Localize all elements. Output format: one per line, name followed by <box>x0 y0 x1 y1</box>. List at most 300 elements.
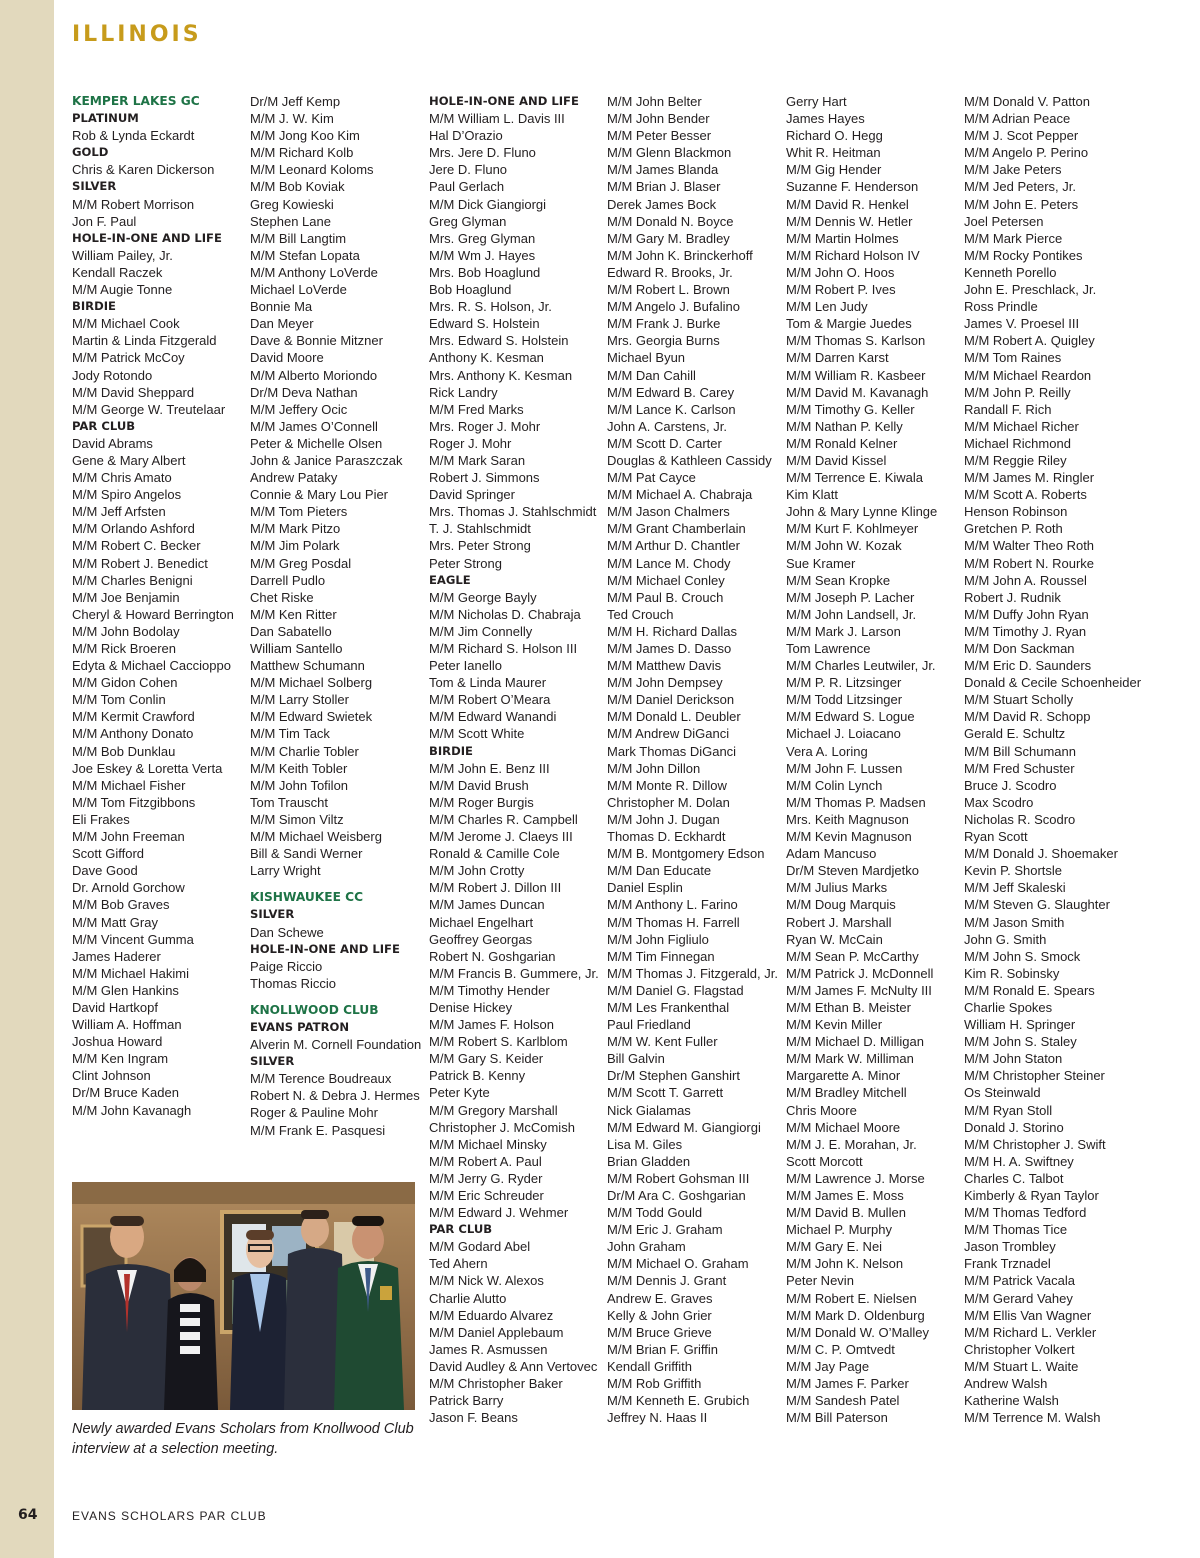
donor-name: M/M Thomas Tedford <box>964 1205 1087 1221</box>
donor-name: M/M David R. Schopp <box>964 709 1091 725</box>
donor-name: M/M Anthony L. Farino <box>607 897 738 913</box>
donor-name: M/M Jason Smith <box>964 914 1065 930</box>
donor-name: Bill Galvin <box>607 1051 665 1067</box>
donor-name: Paige Riccio <box>250 958 323 974</box>
donor-name: M/M David M. Kavanagh <box>786 384 929 400</box>
donor-name: M/M Charles Benigni <box>72 572 193 588</box>
giving-level-heading: BIRDIE <box>72 299 116 314</box>
donor-name: William Pailey, Jr. <box>72 247 173 263</box>
donor-name: M/M James M. Ringler <box>964 470 1095 486</box>
donor-name: M/M Robert N. Rourke <box>964 555 1095 571</box>
donor-name: John A. Carstens, Jr. <box>607 418 727 434</box>
donor-name: M/M James F. Holson <box>429 1017 554 1033</box>
donor-name: M/M James D. Dasso <box>607 641 732 656</box>
donor-name: Mrs. Edward S. Holstein <box>429 333 569 349</box>
donor-name: M/M John W. Kozak <box>786 538 902 554</box>
donor-name: M/M Scott White <box>429 726 525 742</box>
donor-name: M/M Jeff Arfsten <box>72 504 166 520</box>
club-heading: KISHWAUKEE CC <box>250 890 364 905</box>
donor-name: Tom Lawrence <box>786 641 871 656</box>
donor-name: Mrs. Peter Strong <box>429 538 531 554</box>
giving-level-heading: HOLE-IN-ONE AND LIFE <box>72 230 222 245</box>
donor-name: M/M Anthony Donato <box>72 726 194 742</box>
donor-name: Ted Crouch <box>607 606 674 622</box>
donor-name: Geoffrey Georgas <box>429 931 533 947</box>
donor-name: Eli Frakes <box>72 811 130 827</box>
donor-name: Andrew E. Graves <box>607 1290 713 1306</box>
donor-name: Adam Mancuso <box>786 846 877 862</box>
donor-name: M/M Bob Koviak <box>250 179 345 195</box>
donor-name: M/M Robert A. Quigley <box>964 333 1095 349</box>
donor-name: M/M James F. Parker <box>786 1376 909 1392</box>
donor-name: M/M Ronald Kelner <box>786 435 898 451</box>
donor-name: M/M Jerome J. Claeys III <box>429 829 573 845</box>
donor-name: Peter Nevin <box>786 1273 854 1289</box>
donor-name: Kimberly & Ryan Taylor <box>964 1188 1099 1203</box>
giving-level-heading: BIRDIE <box>429 743 473 758</box>
giving-level-heading: PLATINUM <box>72 111 139 126</box>
donor-name: Ted Ahern <box>429 1256 488 1272</box>
donor-name: M/M Charles R. Campbell <box>429 811 578 827</box>
donor-name: M/M John Bender <box>607 111 710 127</box>
donor-name: M/M Mark J. Larson <box>786 623 901 639</box>
donor-name: David Abrams <box>72 435 153 451</box>
donor-name: M/M Frank J. Burke <box>607 316 721 332</box>
donor-name: John Graham <box>607 1239 686 1255</box>
donor-name: Lisa M. Giles <box>607 1136 683 1152</box>
donor-name: M/M Robert O’Meara <box>429 692 551 708</box>
donor-name: M/M Eduardo Alvarez <box>429 1307 554 1323</box>
donor-name: Michael Richmond <box>964 435 1071 451</box>
donor-name: M/M Michael Minsky <box>429 1136 547 1152</box>
donor-name: M/M Daniel Derickson <box>607 692 735 708</box>
donor-name: Michael Engelhart <box>429 914 534 930</box>
donor-name: M/M John Tofilon <box>250 777 349 793</box>
donor-name: M/M Thomas J. Fitzgerald, Jr. <box>607 965 778 981</box>
donor-name: M/M Stefan Lopata <box>250 247 360 263</box>
donor-name: Alverin M. Cornell Foundation <box>250 1037 422 1053</box>
donor-name: Chris & Karen Dickerson <box>72 162 215 178</box>
donor-name: M/M David Sheppard <box>72 384 195 400</box>
donor-name: M/M John O. Hoos <box>786 264 895 280</box>
donor-name: Matthew Schumann <box>250 658 365 674</box>
donor-name: Jon F. Paul <box>72 213 137 229</box>
donor-name: M/M Gary M. Bradley <box>607 230 730 246</box>
donor-name: M/M Patrick Vacala <box>964 1273 1076 1289</box>
donor-name: Randall F. Rich <box>964 401 1052 417</box>
donor-name: Tom Trauscht <box>250 794 329 810</box>
donor-name: M/M James Blanda <box>607 162 719 178</box>
donor-name: M/M Daniel Applebaum <box>429 1324 564 1340</box>
donor-name: M/M Ronald E. Spears <box>964 982 1095 998</box>
donor-name: Ryan W. McCain <box>786 931 883 947</box>
donor-name: Patrick B. Kenny <box>429 1068 526 1084</box>
donor-name: Ross Prindle <box>964 299 1038 315</box>
donor-name: M/M Glen Hankins <box>72 982 179 998</box>
donor-name: M/M Dennis J. Grant <box>607 1273 727 1289</box>
donor-name: Douglas & Kathleen Cassidy <box>607 452 772 468</box>
donor-name: Paul Friedland <box>607 1017 691 1033</box>
donor-name: M/M Greg Posdal <box>250 555 352 571</box>
donor-name: William H. Springer <box>964 1017 1076 1033</box>
donor-name: M/M Bill Schumann <box>964 743 1076 759</box>
donor-name: M/M John E. Benz III <box>429 760 550 776</box>
donor-name: M/M Julius Marks <box>786 880 888 896</box>
donor-name: M/M P. R. Litzsinger <box>786 675 902 691</box>
donor-name: M/M Nathan P. Kelly <box>786 418 903 434</box>
donor-name: M/M Thomas P. Madsen <box>786 794 926 810</box>
donor-name: Gerald E. Schultz <box>964 726 1066 742</box>
donor-name: M/M Tom Conlin <box>72 692 166 708</box>
donor-name: Denise Hickey <box>429 999 513 1015</box>
donor-name: M/M Michael A. Chabraja <box>607 487 753 503</box>
donor-name: Charles C. Talbot <box>964 1170 1064 1186</box>
donor-name: M/M Michael D. Milligan <box>786 1034 924 1050</box>
donor-name: Edward S. Holstein <box>429 316 540 332</box>
donor-name: Chris Moore <box>786 1102 857 1118</box>
donor-name: M/M John A. Roussel <box>964 572 1087 588</box>
giving-level-heading: PAR CLUB <box>429 1222 493 1237</box>
donor-name: M/M Jim Connelly <box>429 623 533 639</box>
donor-name: M/M Lance K. Carlson <box>607 401 736 417</box>
donor-name: M/M Peter Besser <box>607 128 712 144</box>
donor-name: M/M Joseph P. Lacher <box>786 589 915 605</box>
donor-name: M/M Paul B. Crouch <box>607 589 724 605</box>
donor-name: William Santello <box>250 641 343 656</box>
donor-name: M/M Mark Pitzo <box>250 521 341 537</box>
donor-name: Robert J. Rudnik <box>964 589 1061 605</box>
donor-name: M/M George W. Treutelaar <box>72 401 226 417</box>
donor-name: M/M John F. Lussen <box>786 760 903 776</box>
donor-name: M/M Lance M. Chody <box>607 555 731 571</box>
donor-name: Dave Good <box>72 863 138 879</box>
donor-name: M/M Michael Cook <box>72 316 180 332</box>
donor-name: Mrs. Greg Glyman <box>429 230 536 246</box>
donor-name: M/M J. E. Morahan, Jr. <box>786 1136 917 1152</box>
donor-name: M/M Kenneth E. Grubich <box>607 1393 750 1409</box>
donor-name: Mrs. Roger J. Mohr <box>429 418 541 434</box>
donor-name: M/M Stuart L. Waite <box>964 1358 1079 1374</box>
donor-name: M/M Kurt F. Kohlmeyer <box>786 521 919 537</box>
donor-name: Nick Gialamas <box>607 1102 691 1118</box>
donor-name: Nicholas R. Scodro <box>964 811 1076 827</box>
donor-name: Darrell Pudlo <box>250 572 326 588</box>
donor-name: Bob Hoaglund <box>429 282 512 298</box>
donor-name: M/M J. W. Kim <box>250 111 334 127</box>
donor-name: M/M Richard L. Verkler <box>964 1324 1097 1340</box>
donor-name: M/M Scott D. Carter <box>607 435 722 451</box>
donor-name: M/M John Figliulo <box>607 931 709 947</box>
donor-name: M/M John P. Reilly <box>964 384 1071 400</box>
donor-name: Dr/M Deva Nathan <box>250 384 358 400</box>
donor-name: M/M Brian F. Griffin <box>607 1341 719 1357</box>
donor-name: M/M Angelo J. Bufalino <box>607 299 740 315</box>
donor-name: Dave & Bonnie Mitzner <box>250 333 383 349</box>
donor-name: M/M Reggie Riley <box>964 452 1067 468</box>
donor-name: M/M John Belter <box>607 94 702 109</box>
donor-name: M/M John Staton <box>964 1051 1063 1067</box>
donor-name: Thomas Riccio <box>250 975 336 991</box>
donor-name: M/M John S. Staley <box>964 1034 1077 1050</box>
donor-name: M/M Gerard Vahey <box>964 1290 1073 1306</box>
donor-name: Kevin P. Shortsle <box>964 863 1063 879</box>
donor-name: M/M Dan Cahill <box>607 367 696 383</box>
scholars-group-photo <box>72 1182 415 1410</box>
donor-name: M/M Mark W. Milliman <box>786 1051 914 1067</box>
donor-name: M/M Tom Fitzgibbons <box>72 794 196 810</box>
donor-name: Andrew Walsh <box>964 1376 1048 1392</box>
donor-name: Anthony K. Kesman <box>429 350 544 366</box>
donor-name: Sue Kramer <box>786 555 856 571</box>
donor-name: M/M Timothy J. Ryan <box>964 623 1087 639</box>
donor-name: M/M Ellis Van Wagner <box>964 1307 1092 1323</box>
donor-name: Os Steinwald <box>964 1085 1041 1101</box>
donor-name: M/M Timothy Hender <box>429 982 550 998</box>
donor-name: M/M Dick Giangiorgi <box>429 196 547 212</box>
donor-name: Michael J. Loiacano <box>786 726 901 742</box>
donor-name: M/M Dennis W. Hetler <box>786 213 913 229</box>
donor-name: Thomas D. Eckhardt <box>607 829 726 845</box>
donor-name: M/M Charlie Tobler <box>250 743 359 759</box>
donor-name: John & Janice Paraszczak <box>250 452 403 468</box>
donor-name: M/M Christopher Steiner <box>964 1068 1105 1084</box>
donor-name: M/M Brian J. Blaser <box>607 179 721 195</box>
donor-name: M/M John Kavanagh <box>72 1102 192 1118</box>
donor-name: Dan Meyer <box>250 316 314 332</box>
donor-name: Bill & Sandi Werner <box>250 846 363 862</box>
donor-name: Stephen Lane <box>250 213 331 229</box>
donor-name: M/M Nicholas D. Chabraja <box>429 606 581 622</box>
donor-name: Kenneth Porello <box>964 264 1057 280</box>
donor-name: Tom & Margie Juedes <box>786 316 912 332</box>
donor-name: James V. Proesel III <box>964 316 1080 332</box>
donor-name: Henson Robinson <box>964 504 1068 520</box>
donor-name: M/M Steven G. Slaughter <box>964 897 1110 913</box>
donor-name: John & Mary Lynne Klinge <box>786 504 938 520</box>
donor-name: M/M Tom Pieters <box>250 504 348 520</box>
donor-name: Michael Byun <box>607 350 686 366</box>
donor-name: M/M Francis B. Gummere, Jr. <box>429 965 599 981</box>
donor-name: M/M Anthony LoVerde <box>250 264 378 280</box>
donor-name: M/M Joe Benjamin <box>72 589 180 605</box>
donor-name: M/M Kevin Miller <box>786 1017 883 1033</box>
donor-name: M/M Keith Tobler <box>250 760 348 776</box>
state-title: ILLINOIS <box>72 22 202 47</box>
donor-name: Kim R. Sobinsky <box>964 965 1060 981</box>
donor-name: M/M Jay Page <box>786 1358 870 1374</box>
donor-name: Kendall Raczek <box>72 264 163 280</box>
donor-column-6 <box>964 93 1142 1426</box>
donor-name: M/M Scott A. Roberts <box>964 487 1087 503</box>
donor-name: Derek James Bock <box>607 196 717 212</box>
donor-name: M/M Augie Tonne <box>72 282 173 298</box>
donor-name: Mark Thomas DiGanci <box>607 743 737 759</box>
donor-name: Jere D. Fluno <box>429 162 508 178</box>
donor-name: M/M John K. Nelson <box>786 1256 904 1272</box>
donor-name: Jason F. Beans <box>429 1410 518 1426</box>
donor-name: James Haderer <box>72 948 161 964</box>
donor-name: Brian Gladden <box>607 1153 691 1169</box>
donor-name: Gerry Hart <box>786 94 847 109</box>
donor-name: M/M Martin Holmes <box>786 230 899 246</box>
giving-level-heading: HOLE-IN-ONE AND LIFE <box>250 941 400 956</box>
donor-name: Clint Johnson <box>72 1068 151 1084</box>
donor-name: M/M Terrence M. Walsh <box>964 1410 1101 1426</box>
donor-name: M/M Michael Hakimi <box>72 965 190 981</box>
donor-name: Christopher M. Dolan <box>607 794 730 810</box>
donor-name: M/M Spiro Angelos <box>72 487 182 503</box>
donor-name: M/M C. P. Omtvedt <box>786 1341 895 1357</box>
donor-name: M/M Matt Gray <box>72 914 158 930</box>
donor-name: M/M Robert P. Ives <box>786 282 896 298</box>
donor-name: M/M Christopher J. Swift <box>964 1136 1106 1152</box>
donor-name: Dr/M Steven Mardjetko <box>786 863 919 879</box>
donor-name: Dr. Arnold Gorchow <box>72 880 185 896</box>
donor-name: M/M Arthur D. Chantler <box>607 538 740 554</box>
donor-name: M/M Tim Finnegan <box>607 948 715 964</box>
donor-name: M/M Bill Paterson <box>786 1410 888 1426</box>
donor-name: Joel Petersen <box>964 213 1044 229</box>
donor-name: M/M Stuart Scholly <box>964 692 1074 708</box>
donor-name: William A. Hoffman <box>72 1017 182 1033</box>
donor-name: M/M John Bodolay <box>72 623 180 639</box>
donor-name: M/M Donald J. Shoemaker <box>964 846 1118 862</box>
donor-name: Vera A. Loring <box>786 743 868 759</box>
donor-name: Robert N. Goshgarian <box>429 948 556 964</box>
donor-name: M/M Bill Langtim <box>250 230 347 246</box>
donor-name: M/M John Freeman <box>72 829 185 845</box>
club-heading: KNOLLWOOD CLUB <box>250 1002 379 1017</box>
donor-name: David Moore <box>250 350 324 366</box>
donor-name: Robert J. Marshall <box>786 914 892 930</box>
donor-name: M/M Robert L. Brown <box>607 282 730 298</box>
donor-name: M/M Andrew DiGanci <box>607 726 730 742</box>
donor-name: M/M Ken Ingram <box>72 1051 169 1067</box>
donor-name: M/M Edward M. Giangiorgi <box>607 1119 761 1135</box>
donor-name: M/M David B. Mullen <box>786 1205 906 1221</box>
donor-name: Frank Trznadel <box>964 1256 1051 1272</box>
donor-name: Edyta & Michael Caccioppo <box>72 658 231 674</box>
donor-name: Dan Schewe <box>250 924 324 940</box>
donor-name: M/M Edward J. Wehmer <box>429 1205 569 1221</box>
donor-name: Scott Gifford <box>72 846 145 862</box>
donor-name: M/M David Brush <box>429 777 529 793</box>
donor-name: Roger J. Mohr <box>429 435 512 451</box>
donor-name: Dr/M Ara C. Goshgarian <box>607 1188 746 1203</box>
donor-name: M/M Donald W. O’Malley <box>786 1324 930 1340</box>
donor-name: Gene & Mary Albert <box>72 452 186 468</box>
donor-name: Tom & Linda Maurer <box>429 675 547 691</box>
donor-name: Larry Wright <box>250 863 321 879</box>
donor-name: Robert N. & Debra J. Hermes <box>250 1088 420 1104</box>
donor-name: David Audley & Ann Vertovec <box>429 1358 598 1374</box>
donor-name: Dan Sabatello <box>250 623 332 639</box>
donor-name: Joe Eskey & Loretta Verta <box>72 760 223 776</box>
donor-name: M/M Gig Hender <box>786 162 882 178</box>
donor-name: Margarette A. Minor <box>786 1068 901 1084</box>
donor-name: Ryan Scott <box>964 829 1028 845</box>
donor-name: M/M Jim Polark <box>250 538 340 554</box>
donor-name: M/M Richard Holson IV <box>786 247 920 263</box>
donor-name: M/M David R. Henkel <box>786 196 909 212</box>
donor-name: Peter Strong <box>429 555 502 571</box>
donor-name: Mrs. Bob Hoaglund <box>429 264 541 280</box>
donor-name: Mrs. Georgia Burns <box>607 333 720 349</box>
donor-name: M/M Thomas Tice <box>964 1222 1068 1238</box>
donor-name: Donald & Cecile Schoenheider <box>964 675 1142 691</box>
donor-name: M/M John Landsell, Jr. <box>786 606 917 622</box>
donor-name: M/M Sean P. McCarthy <box>786 948 919 964</box>
donor-name: Patrick Barry <box>429 1393 504 1409</box>
donor-name: Connie & Mary Lou Pier <box>250 487 389 503</box>
donor-name: Jason Trombley <box>964 1239 1056 1255</box>
donor-name: Ronald & Camille Cole <box>429 846 560 862</box>
donor-name: M/M Len Judy <box>786 299 868 315</box>
group-photo-illustration <box>72 1182 415 1410</box>
donor-name: Suzanne F. Henderson <box>786 179 919 195</box>
donor-name: Richard O. Hegg <box>786 128 883 144</box>
donor-name: M/M Doug Marquis <box>786 897 896 913</box>
giving-level-heading: SILVER <box>250 1054 295 1069</box>
donor-name: Andrew Pataky <box>250 470 338 486</box>
donor-name: M/M Ethan B. Meister <box>786 999 911 1015</box>
donor-name: M/M Vincent Gumma <box>72 931 194 947</box>
donor-name: Joshua Howard <box>72 1034 163 1050</box>
donor-name: M/M Gidon Cohen <box>72 675 178 691</box>
donor-name: M/M Edward Wanandi <box>429 709 557 725</box>
donor-name: M/M Michael Solberg <box>250 675 373 691</box>
donor-name: M/M Michael Conley <box>607 572 725 588</box>
donor-name: M/M Jong Koo Kim <box>250 128 360 144</box>
donor-name: M/M Bradley Mitchell <box>786 1085 907 1101</box>
donor-name: M/M David Kissel <box>786 452 887 468</box>
donor-name: M/M Pat Cayce <box>607 470 696 486</box>
donor-column-2 <box>250 93 428 1139</box>
donor-name: M/M James E. Moss <box>786 1188 904 1203</box>
donor-name: M/M Chris Amato <box>72 470 172 486</box>
donor-name: M/M Mark D. Oldenburg <box>786 1307 925 1323</box>
donor-name: M/M Donald V. Patton <box>964 94 1090 109</box>
donor-name: M/M Todd Litzsinger <box>786 692 903 708</box>
giving-level-heading: EAGLE <box>429 572 471 587</box>
donor-name: Scott Morcott <box>786 1153 863 1169</box>
donor-name: M/M Robert E. Nielsen <box>786 1290 917 1306</box>
giving-level-heading: PAR CLUB <box>72 418 136 433</box>
donor-name: M/M Michael Richer <box>964 418 1079 434</box>
donor-name: Whit R. Heitman <box>786 145 881 161</box>
donor-name: M/M Ryan Stoll <box>964 1102 1053 1118</box>
donor-column-1 <box>72 93 250 1119</box>
donor-name: M/M Nick W. Alexos <box>429 1273 544 1289</box>
donor-name: M/M Todd Gould <box>607 1205 703 1221</box>
donor-name: M/M William R. Kasbeer <box>786 367 926 383</box>
donor-name: M/M Rick Broeren <box>72 641 177 656</box>
donor-name: Charlie Spokes <box>964 999 1053 1015</box>
donor-name: Jody Rotondo <box>72 367 153 383</box>
donor-name: M/M Michael Reardon <box>964 367 1092 383</box>
donor-name: M/M Timothy G. Keller <box>786 401 915 417</box>
donor-name: Martin & Linda Fitzgerald <box>72 333 217 349</box>
donor-name: M/M James Duncan <box>429 897 545 913</box>
donor-name: M/M Simon Viltz <box>250 811 344 827</box>
donor-name: Max Scodro <box>964 794 1034 810</box>
donor-name: M/M John Crotty <box>429 863 525 879</box>
donor-name: Rob & Lynda Eckardt <box>72 128 195 144</box>
donor-name: M/M George Bayly <box>429 589 537 605</box>
donor-name: M/M Jeff Skaleski <box>964 880 1066 896</box>
giving-level-heading: EVANS PATRON <box>250 1019 350 1034</box>
donor-name: M/M James O’Connell <box>250 418 378 434</box>
